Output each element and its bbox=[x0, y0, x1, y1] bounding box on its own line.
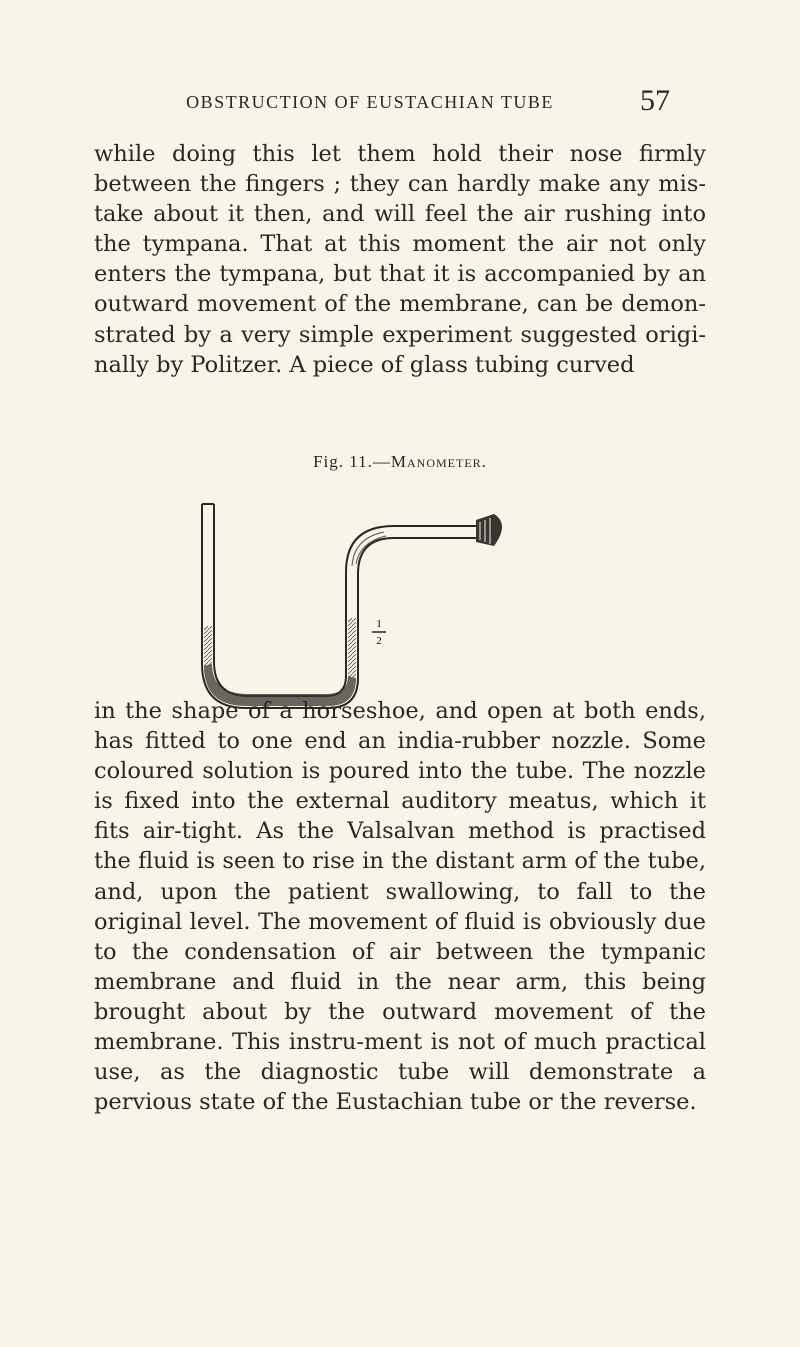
tube-inner-wall bbox=[214, 504, 480, 696]
paragraph-1: while doing this let them hold their nose firmly between the fingers ; they can hardly make any mis-take about it then, and will feel the air rushing into the tympana. That at this moment the air not only enters the tympana, but that it is accompanied by an outward movement of the membrane, can be demon-strated by a very simple experiment suggested origi-nally by Politzer. A piece of glass tubing curved bbox=[94, 141, 706, 378]
figure-caption bbox=[0, 452, 800, 472]
paragraph-2: in the shape of a horseshoe, and open at both ends, has fitted to one end an india-rubber nozzle. Some coloured solution is poured into the tube. The nozzle is fixed into the external auditory meatus, which it fits air-tight. As the Valsalvan method is practised the fluid is seen to rise in the distant arm of the tube, and, upon the patient swallowing, to fall to the original level. The movement of fluid is obviously due to the condensation of air between the tympanic membrane and fluid in the near arm, this being brought about by the outward movement of the membrane. This instru-ment is not of much practical use, as the diagnostic tube will demonstrate a pervious state of the Eustachian tube or the reverse. bbox=[94, 698, 706, 1116]
scale-numerator: 1 bbox=[376, 618, 382, 630]
running-head bbox=[0, 84, 800, 132]
figure-title: Manometer. bbox=[390, 452, 487, 471]
figure-number: Fig. 11. bbox=[313, 452, 373, 471]
running-title: OBSTRUCTION OF EUSTACHIAN TUBE bbox=[186, 92, 554, 112]
manometer-figure bbox=[180, 486, 540, 726]
tube-outer-wall bbox=[202, 504, 480, 708]
manometer-illustration bbox=[180, 486, 540, 726]
page-number: 57 bbox=[640, 84, 670, 117]
fluid-right-arm bbox=[348, 618, 356, 678]
fluid-left-arm bbox=[204, 626, 212, 666]
scale-denominator: 2 bbox=[376, 635, 382, 647]
caption-dash: — bbox=[372, 452, 391, 471]
